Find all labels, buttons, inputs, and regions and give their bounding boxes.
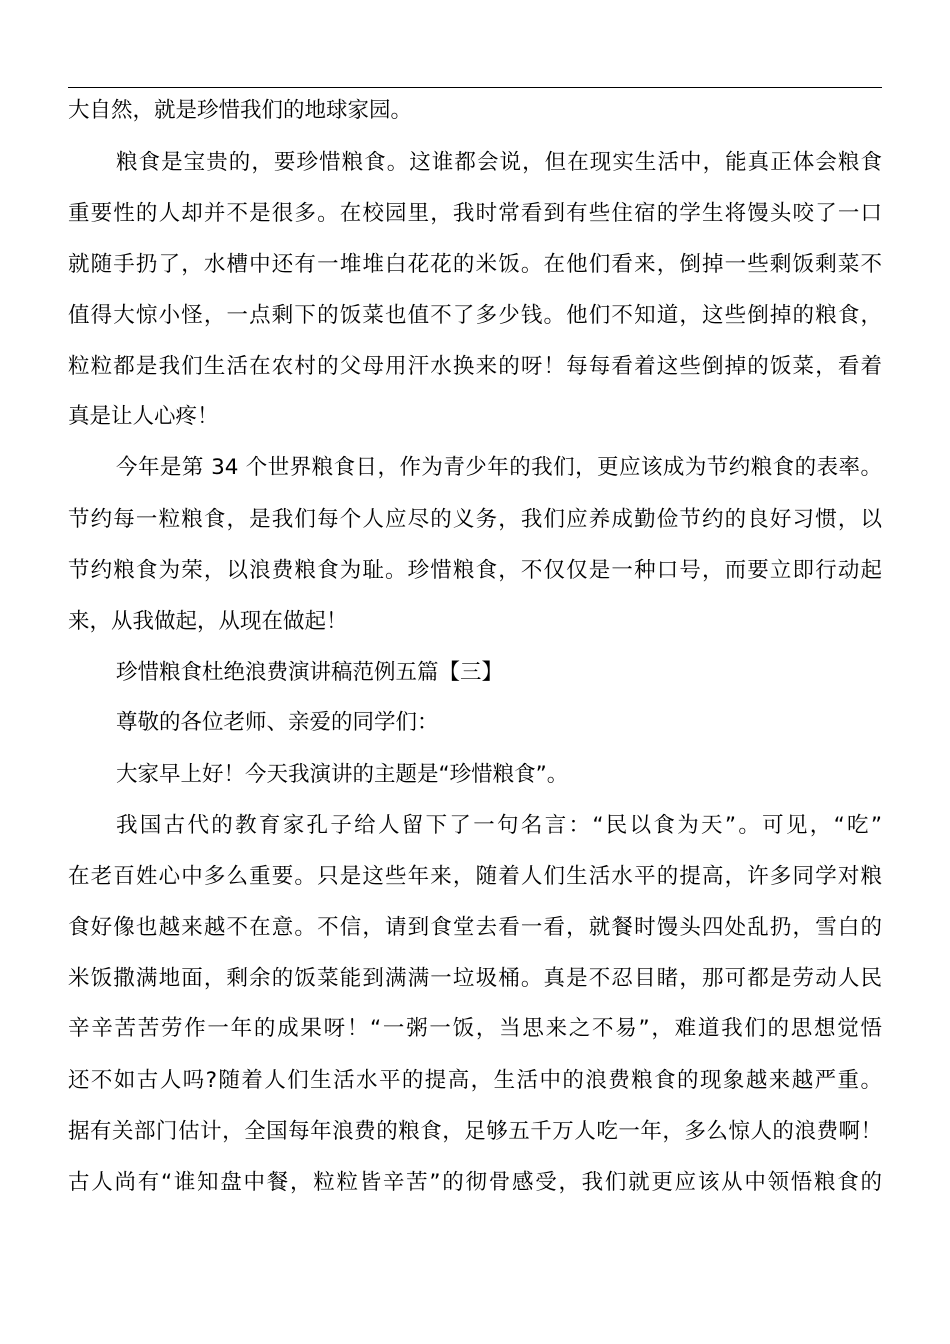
text-line: 来，从我做起，从现在做起！ (68, 609, 348, 634)
text-line: 食好像也越来越不在意。不信，请到食堂去看一看，就餐时馒头四处乱扔，雪白的 (68, 915, 882, 940)
text-line: 重要性的人却并不是很多。在校园里，我时常看到有些住宿的学生将馒头咬了一口 (68, 201, 882, 226)
text-line: 古人尚有“谁知盘中餐，粒粒皆辛苦”的彻骨感受，我们就更应该从中领悟粮食的 (68, 1170, 882, 1195)
text-line: 真是让人心疼！ (68, 404, 219, 429)
header-rule (68, 87, 882, 88)
text-line: 值得大惊小怪，一点剩下的饭菜也值不了多少钱。他们不知道，这些倒掉的粮食， (68, 303, 882, 328)
text-line: 今年是第 34 个世界粮食日，作为青少年的我们，更应该成为节约粮食的表率。 (116, 455, 882, 480)
text-line: 据有关部门估计，全国每年浪费的粮食，足够五千万人吃一年，多么惊人的浪费啊！ (68, 1119, 882, 1144)
text-line: 大自然，就是珍惜我们的地球家园。 (68, 98, 413, 123)
text-line: 粒粒都是我们生活在农村的父母用汗水换来的呀！每每看着这些倒掉的饭菜，看着 (68, 354, 882, 379)
text-line: 还不如古人吗?随着人们生活水平的提高，生活中的浪费粮食的现象越来越严重。 (68, 1068, 882, 1093)
text-line: 节约粮食为荣，以浪费粮食为耻。珍惜粮食，不仅仅是一种口号，而要立即行动起 (68, 558, 882, 583)
text-line: 我国古代的教育家孔子给人留下了一句名言：“民以食为天”。可见，“吃” (116, 813, 882, 838)
salutation: 尊敬的各位老师、亲爱的同学们： (116, 710, 439, 735)
section-heading: 珍惜粮食杜绝浪费演讲稿范例五篇【三】 (116, 660, 504, 685)
text-line: 辛辛苦苦劳作一年的成果呀！“一粥一饭，当思来之不易”，难道我们的思想觉悟 (68, 1016, 882, 1041)
text-line: 粮食是宝贵的，要珍惜粮食。这谁都会说，但在现实生活中，能真正体会粮食 (116, 150, 882, 175)
text-line: 节约每一粒粮食，是我们每个人应尽的义务，我们应养成勤俭节约的良好习惯，以 (68, 507, 882, 532)
text-line: 大家早上好！今天我演讲的主题是“珍惜粮食”。 (116, 762, 569, 787)
text-line: 在老百姓心中多么重要。只是这些年来，随着人们生活水平的提高，许多同学对粮 (68, 864, 882, 889)
text-line: 就随手扔了，水槽中还有一堆堆白花花的米饭。在他们看来，倒掉一些剩饭剩菜不 (68, 252, 882, 277)
text-line: 米饭撒满地面，剩余的饭菜能到满满一垃圾桶。真是不忍目睹，那可都是劳动人民 (68, 966, 882, 991)
